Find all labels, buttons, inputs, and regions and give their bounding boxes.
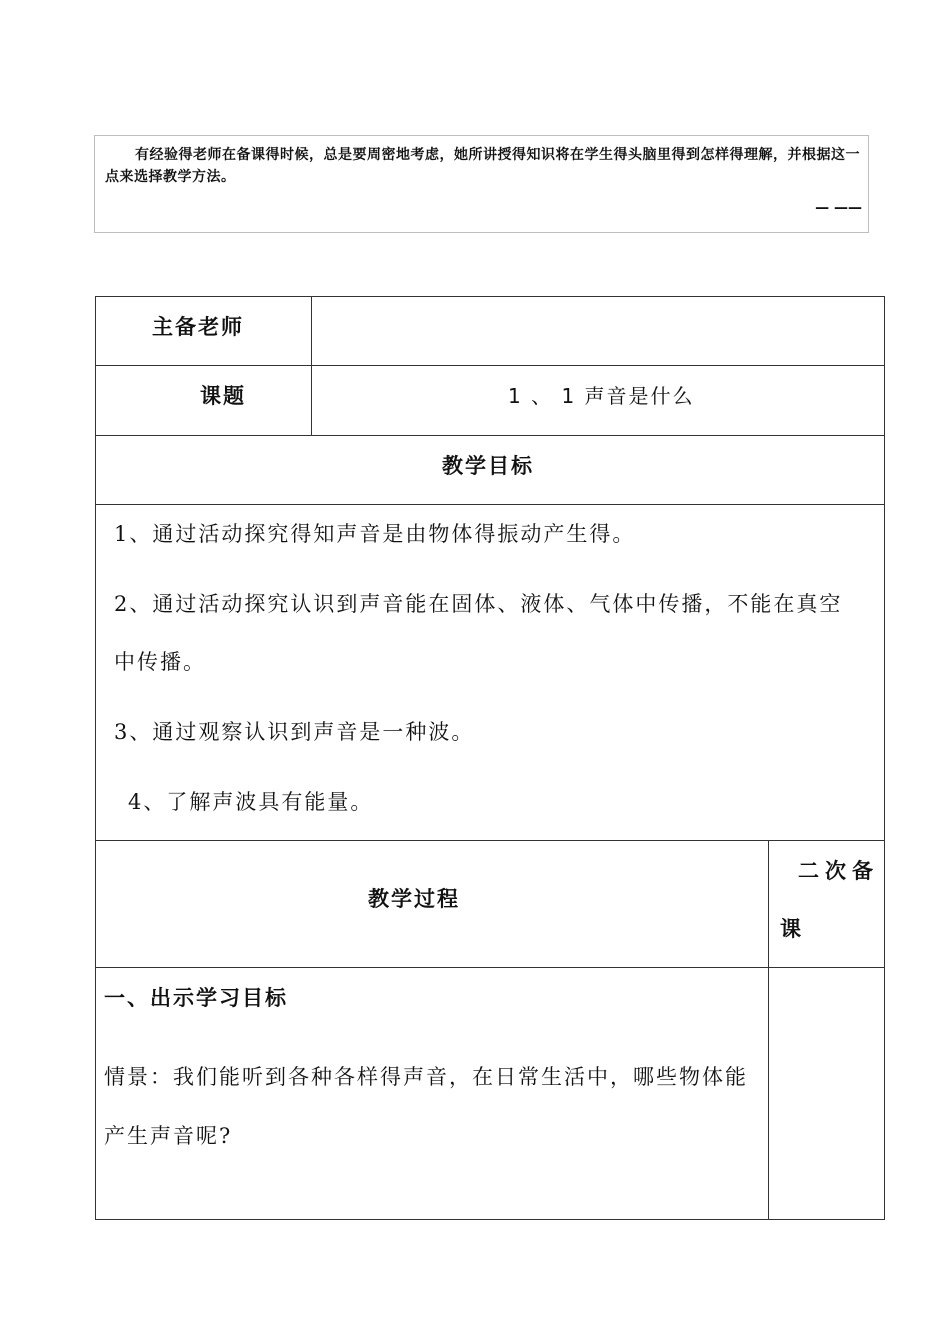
topic-label: 课题 — [200, 383, 246, 408]
objectives-header: 教学目标 — [442, 453, 534, 478]
objective-3: 3、通过观察认识到声音是一种波。 — [114, 720, 475, 744]
section1-line1: 情景：我们能听到各种各样得声音，在日常生活中，哪些物体能 — [104, 1065, 748, 1089]
quote-text: 有经验得老师在备课得时候，总是要周密地考虑，她所讲授得知识将在学生得头脑里得到怎样得理解，并根据这一点来选择教学方法。 — [105, 147, 860, 185]
topic-value: 1 、 1 声音是什么 — [508, 384, 695, 408]
objective-1: 1、通过活动探究得知声音是由物体得振动产生得。 — [114, 522, 636, 546]
quote-box — [94, 135, 869, 233]
process-header: 教学过程 — [368, 886, 460, 911]
section1-title: 一、出示学习目标 — [104, 985, 288, 1010]
quote-attribution: — —— — [815, 200, 862, 216]
objective-4: 4、了解声波具有能量。 — [128, 790, 374, 814]
objective-2-cont: 中传播。 — [114, 650, 206, 674]
teacher-label: 主备老师 — [152, 314, 244, 339]
second-prep-header-line2: 课 — [780, 916, 803, 941]
objective-2: 2、通过活动探究认识到声音能在固体、液体、气体中传播，不能在真空 — [114, 592, 843, 616]
section1-line2: 产生声音呢? — [104, 1124, 233, 1148]
second-prep-header-line1: 二次备 — [798, 858, 879, 883]
